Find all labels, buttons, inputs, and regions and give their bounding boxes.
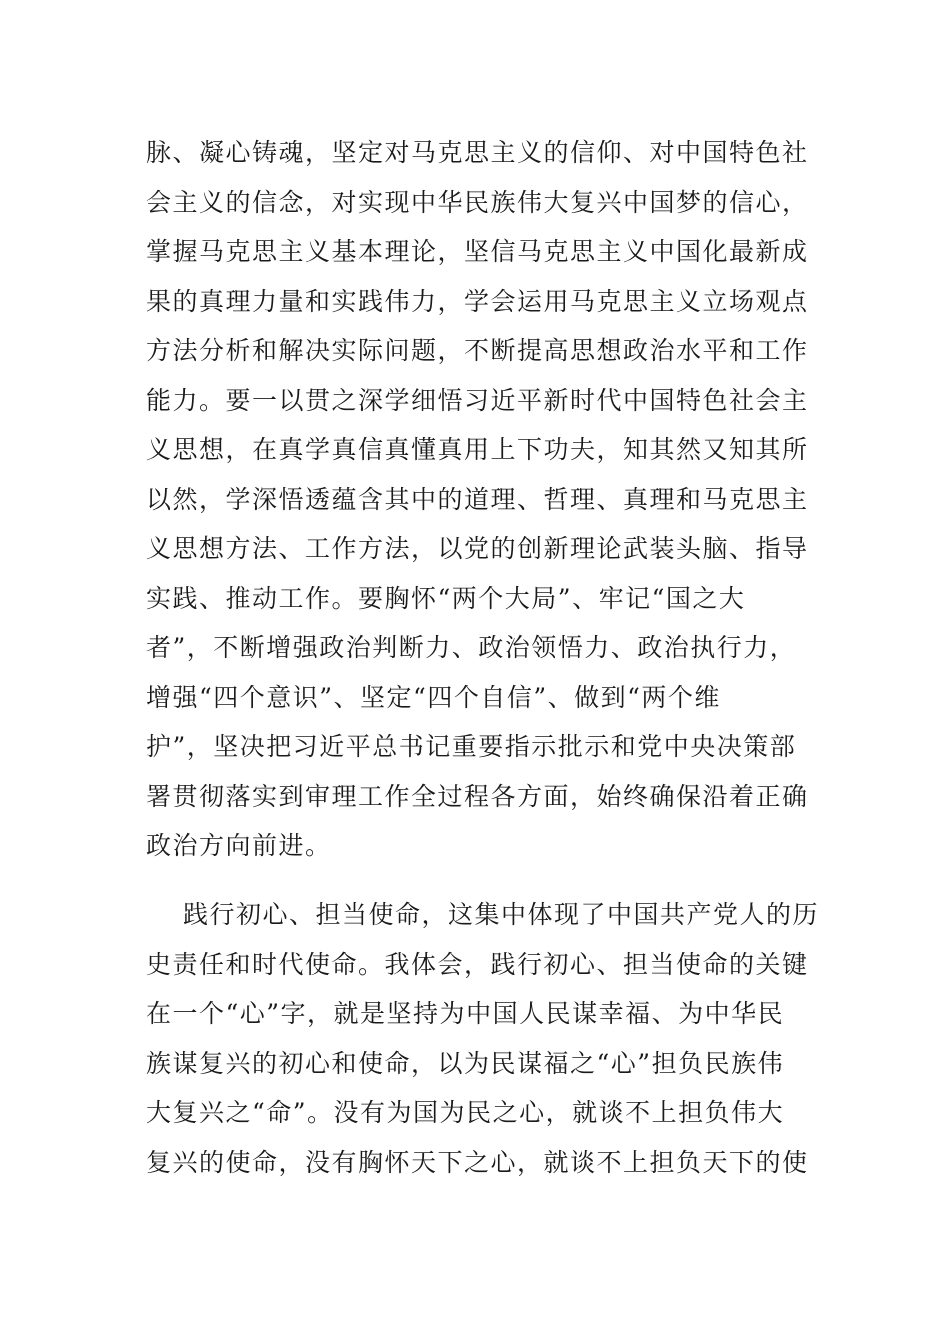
paragraph-1 xyxy=(146,128,809,871)
paragraph-line: 以然，学深悟透蕴含其中的道理、哲理、真理和马克思主 xyxy=(146,484,809,514)
paragraph-2 xyxy=(146,890,820,1187)
paragraph-line: 复兴的使命，没有胸怀天下之心，就谈不上担负天下的使 xyxy=(146,1147,809,1177)
paragraph-line: 增强“四个意识”、坚定“四个自信”、做到“两个维 xyxy=(146,682,721,712)
paragraph-line: 实践、推动工作。要胸怀“两个大局”、牢记“国之大 xyxy=(146,583,746,613)
paragraph-line: 会主义的信念，对实现中华民族伟大复兴中国梦的信心， xyxy=(146,187,809,217)
paragraph-line: 践行初心、担当使命，这集中体现了中国共产党人的历 xyxy=(183,900,820,929)
paragraph-line: 在一个“心”字，就是坚持为中国人民谋幸福、为中华民 xyxy=(146,999,785,1028)
paragraph-line: 能力。要一以贯之深学细悟习近平新时代中国特色社会主 xyxy=(146,385,809,415)
paragraph-line: 族谋复兴的初心和使命，以为民谋福之“心”担负民族伟 xyxy=(146,1048,785,1078)
paragraph-line: 署贯彻落实到审理工作全过程各方面，始终确保沿着正确 xyxy=(146,781,809,811)
paragraph-line: 掌握马克思主义基本理论，坚信马克思主义中国化最新成 xyxy=(146,237,809,266)
paragraph-line: 果的真理力量和实践伟力，学会运用马克思主义立场观点 xyxy=(146,286,809,316)
paragraph-line: 史责任和时代使命。我体会，践行初心、担当使命的关键 xyxy=(146,949,809,979)
paragraph-line: 义思想方法、工作方法，以党的创新理论武装头脑、指导 xyxy=(146,534,809,563)
paragraph-line: 方法分析和解决实际问题，不断提高思想政治水平和工作 xyxy=(146,336,809,365)
paragraph-line: 大复兴之“命”。没有为国为民之心，就谈不上担负伟大 xyxy=(146,1098,785,1127)
paragraph-line: 义思想，在真学真信真懂真用上下功夫，知其然又知其所 xyxy=(146,435,809,464)
paragraph-line: 者”，不断增强政治判断力、政治领悟力、政治执行力， xyxy=(146,633,797,662)
paragraph-line: 护”，坚决把习近平总书记重要指示批示和党中央决策部 xyxy=(146,732,797,761)
paragraph-line: 脉、凝心铸魂，坚定对马克思主义的信仰、对中国特色社 xyxy=(146,138,809,167)
paragraph-line: 政治方向前进。 xyxy=(146,831,332,860)
